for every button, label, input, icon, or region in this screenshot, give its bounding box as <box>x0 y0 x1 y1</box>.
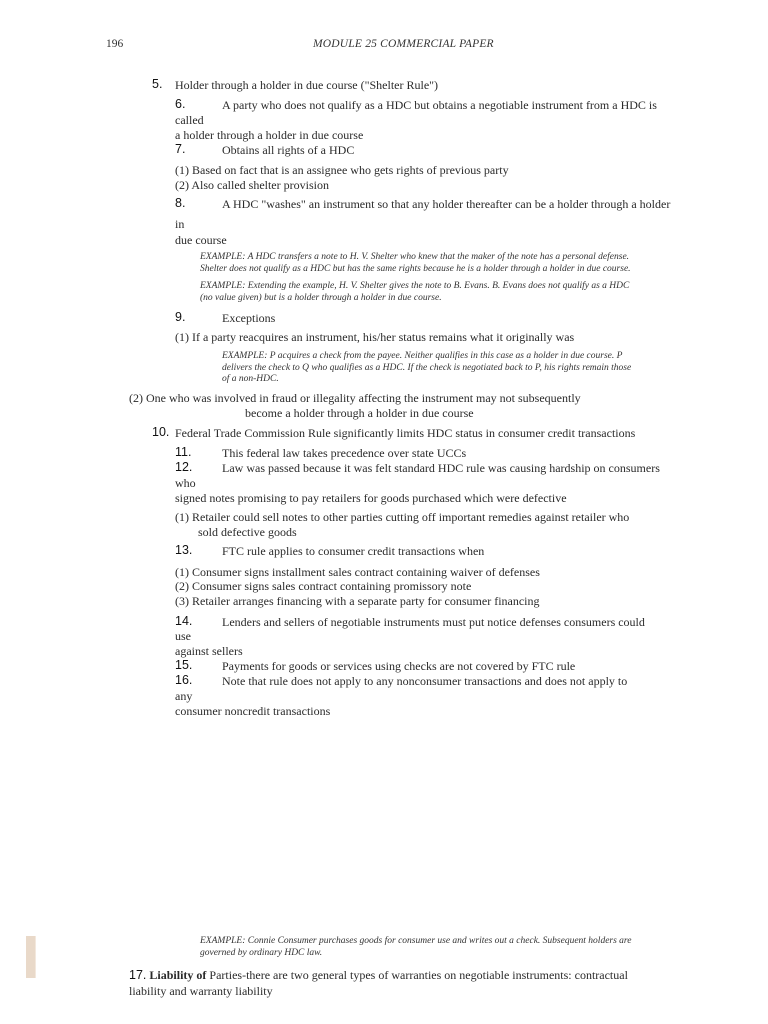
item-12-wrap: who <box>175 476 196 490</box>
item-8-number: 8. <box>175 196 186 210</box>
item-14-wrap: use <box>175 629 191 643</box>
example-reacquire: EXAMPLE: P acquires a check from the payee. Neither qualifies in this case as a holder in due course. P delivers the check to Q who qualifies as a HDC. If the check is negotiated back to P, his rights remain those of a non-HDC. <box>222 351 632 384</box>
item-14-number: 14. <box>175 614 193 628</box>
item-17-number: 17. <box>129 968 147 982</box>
item-7-number: 7. <box>175 142 186 156</box>
item-11-text: This federal law takes precedence over state UCCs <box>222 446 467 460</box>
item-12-sub1-line2: sold defective goods <box>198 525 297 539</box>
margin-mark <box>26 936 36 978</box>
item-8-wrap: in <box>175 217 185 231</box>
item-13-text: FTC rule applies to consumer credit transactions when <box>222 544 485 558</box>
item-16-line2: consumer noncredit transactions <box>175 704 331 718</box>
item-6-line1: A party who does not qualify as a HDC but obtains a negotiable instrument from a HDC is <box>222 98 657 112</box>
item-7-text: Obtains all rights of a HDC <box>222 143 355 157</box>
item-9-sub1: (1) If a party reacquires an instrument, his/her status remains what it originally was <box>175 330 575 344</box>
item-7-sub2: (2) Also called shelter provision <box>175 178 329 192</box>
item-12-number: 12. <box>175 460 193 474</box>
item-14-line2: against sellers <box>175 644 243 658</box>
item-9-text: Exceptions <box>222 311 276 325</box>
item-13-sub1: (1) Consumer signs installment sales contract containing waiver of defenses <box>175 565 540 579</box>
item-5-number: 5. <box>152 77 163 91</box>
example-shelter-1: EXAMPLE: A HDC transfers a note to H. V. Shelter who knew that the maker of the note has a personal defense. Shelter does not qualify as a HDC but has the same rights because he is a holder through a holder in due course. <box>200 252 631 274</box>
item-7-sub1: (1) Based on fact that is an assignee who gets rights of previous party <box>175 163 509 177</box>
item-12-sub1-line1: (1) Retailer could sell notes to other parties cutting off important remedies against retailer who <box>175 510 630 524</box>
item-6-wrap: called <box>175 113 204 127</box>
item-16-line1: Note that rule does not apply to any nonconsumer transactions and does not apply to <box>222 674 628 688</box>
item-13-sub2: (2) Consumer signs sales contract containing promissory note <box>175 579 472 593</box>
item-16-wrap: any <box>175 689 193 703</box>
item-6-line2: a holder through a holder in due course <box>175 128 364 142</box>
item-15-number: 15. <box>175 658 193 672</box>
item-16-number: 16. <box>175 673 193 687</box>
item-11-number: 11. <box>175 445 192 459</box>
item-15-text: Payments for goods or services using checks are not covered by FTC rule <box>222 659 576 673</box>
page-number: 196 <box>106 38 124 50</box>
example-shelter-2: EXAMPLE: Extending the example, H. V. Shelter gives the note to B. Evans. B. Evans does not qualify as a HDC (no value given) but is a holder through a holder in due course. <box>200 281 630 303</box>
item-8-line1: A HDC "washes" an instrument so that any holder thereafter can be a holder through a holder <box>222 197 671 211</box>
item-17-bold-label: Liability of <box>149 968 207 982</box>
item-6-number: 6. <box>175 97 186 111</box>
item-17-line2: liability and warranty liability <box>129 984 273 998</box>
example-consumer: EXAMPLE: Connie Consumer purchases goods for consumer use and writes out a check. Subsequent holders are governed by ordinary HDC law. <box>200 936 632 958</box>
item-12-line2: signed notes promising to pay retailers for goods purchased which were defective <box>175 491 567 505</box>
item-17-text: Parties-there are two general types of warranties on negotiable instruments: contractual <box>206 968 628 982</box>
item-14-line1: Lenders and sellers of negotiable instruments must put notice defenses consumers could <box>222 615 645 629</box>
item-13-sub3: (3) Retailer arranges financing with a separate party for consumer financing <box>175 594 540 608</box>
item-5-text: Holder through a holder in due course ("Shelter Rule") <box>175 78 439 92</box>
item-12-line1: Law was passed because it was felt standard HDC rule was causing hardship on consumers <box>222 461 660 475</box>
item-9-number: 9. <box>175 310 186 324</box>
item-13-number: 13. <box>175 543 193 557</box>
item-10-number: 10. <box>152 425 170 439</box>
item-17-line1 <box>129 968 628 983</box>
running-header-title: MODULE 25 COMMERCIAL PAPER <box>313 38 494 50</box>
item-9-sub2-line2: become a holder through a holder in due course <box>245 406 474 420</box>
item-9-sub2-line1: (2) One who was involved in fraud or illegality affecting the instrument may not subsequently <box>129 391 581 405</box>
item-8-line2: due course <box>175 233 227 247</box>
item-10-text: Federal Trade Commission Rule significantly limits HDC status in consumer credit transactions <box>175 426 636 440</box>
